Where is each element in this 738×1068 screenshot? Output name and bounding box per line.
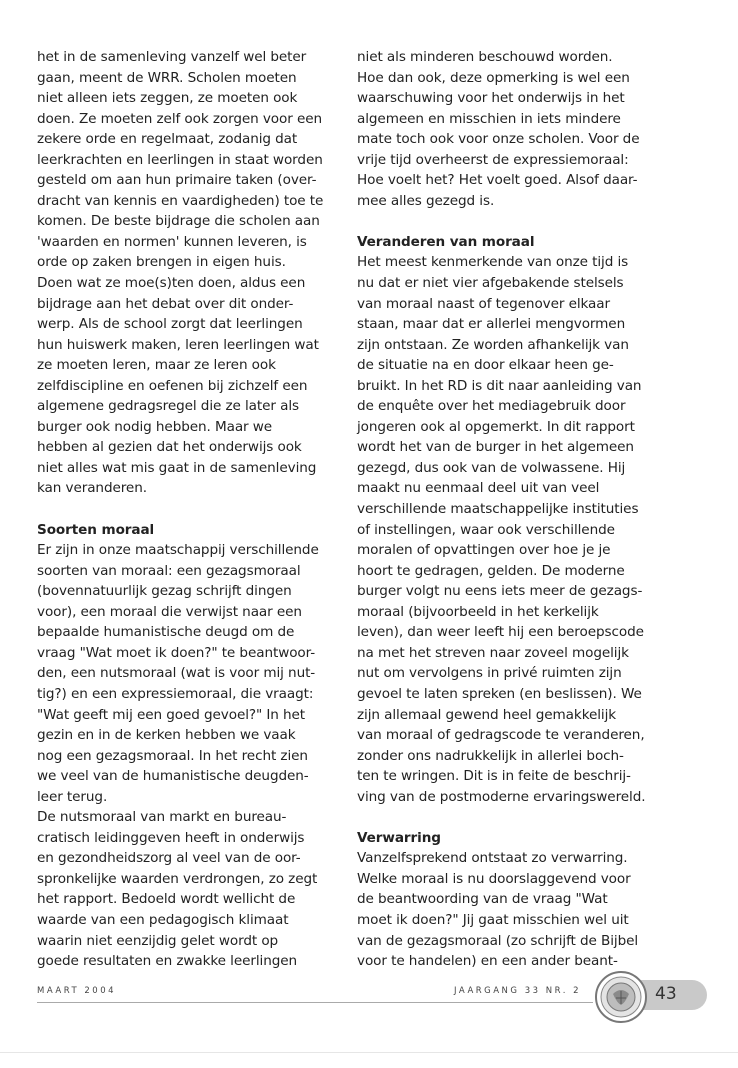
text-line: maakt nu eenmaal deel uit van veel — [357, 480, 600, 497]
text-line: of instellingen, waar ook verschillende — [357, 521, 615, 538]
text-line: we veel van de humanistische deugden- — [37, 768, 309, 785]
text-line: dracht van kennis en vaardigheden) toe te — [37, 192, 324, 209]
paragraph-gap — [37, 499, 337, 520]
text-line: moralen of opvattingen over hoe je je — [357, 542, 611, 559]
text-line: 'waarden en normen' kunnen leveren, is — [37, 233, 307, 250]
text-line: van de gezagsmoraal (zo schrijft de Bijbel — [357, 932, 639, 949]
text-line: Vanzelfsprekend ontstaat zo verwarring. — [357, 850, 628, 867]
text-line: staan, maar dat er allerlei mengvormen — [357, 316, 626, 333]
text-line: het in de samenleving vanzelf wel beter — [37, 49, 307, 65]
text-line: de enquête over het mediagebruik door — [357, 398, 626, 415]
text-line: cratisch leidinggeven heeft in onderwijs — [37, 829, 305, 846]
text-line: nog een gezagsmoraal. In het recht zien — [37, 747, 308, 764]
paragraph — [37, 540, 337, 807]
text-line: gevoel te laten spreken (en beslissen). We — [357, 685, 642, 702]
text-line: de beantwoording van de vraag "Wat — [357, 891, 608, 908]
right-column — [357, 47, 657, 972]
text-line: moet ik doen?" Jij gaat misschien wel uit — [357, 911, 629, 928]
section-heading-soorten-moraal: Soorten moraal — [37, 521, 155, 538]
text-line: jongeren ook al opgemerkt. In dit rapport — [357, 418, 635, 435]
text-line: burger ook nodig hebben. Maar we — [37, 418, 273, 435]
text-line: (bovennatuurlijk gezag schrijft dingen — [37, 583, 292, 600]
text-line: nu dat er niet vier afgebakende stelsels — [357, 275, 624, 292]
text-line: zijn ontstaan. Ze worden afhankelijk van — [357, 336, 629, 353]
text-line: zonder ons nadrukkelijk in allerlei boch- — [357, 747, 624, 764]
text-line: verschillende maatschappelijke instituties — [357, 501, 639, 518]
text-line: ze moeten leren, maar ze leren ook — [37, 357, 276, 374]
page-edge-divider — [0, 1052, 738, 1053]
text-line: zekere orde en regelmaat, zodanig dat — [37, 131, 298, 148]
text-line: voor te handelen) en een ander beant- — [357, 953, 618, 970]
text-line: na met het streven naar zoveel mogelijk — [357, 644, 629, 661]
text-line: Welke moraal is nu doorslaggevend voor — [357, 870, 631, 887]
text-line: goede resultaten en zwakke leerlingen — [37, 953, 298, 970]
paragraph-gap — [357, 211, 657, 232]
text-line: nut om vervolgens in privé ruimten zijn — [357, 665, 622, 682]
text-line: hebben al gezien dat het onderwijs ook — [37, 439, 302, 456]
paragraph — [37, 807, 337, 971]
paragraph — [357, 848, 657, 971]
text-line: van moraal of gedragscode te veranderen, — [357, 727, 645, 744]
text-line: en gezondheidszorg al veel van de oor- — [37, 850, 301, 867]
text-line: werp. Als de school zorgt dat leerlingen — [37, 316, 303, 333]
text-line: "Wat geeft mij een goed gevoel?" In het — [37, 706, 306, 723]
text-line: mate toch ook voor onze scholen. Voor de — [357, 131, 640, 148]
text-line: bepaalde humanistische deugd om de — [37, 624, 295, 641]
text-line: Hoe dan ook, deze opmerking is wel een — [357, 69, 630, 86]
text-line: den, een nutsmoraal (wat is voor mij nut- — [37, 665, 316, 682]
text-line: Doen wat ze moe(s)ten doen, aldus een — [37, 275, 306, 292]
text-line: mee alles gezegd is. — [357, 192, 495, 209]
text-line: hun huiswerk maken, leren leerlingen wat — [37, 336, 319, 353]
text-line: Er zijn in onze maatschappij verschillende — [37, 542, 319, 559]
page-footer — [37, 986, 593, 1003]
text-line: vraag "Wat moet ik doen?" te beantwoor- — [37, 644, 316, 661]
text-line: algemeen en misschien in iets mindere — [357, 110, 621, 127]
paragraph — [357, 252, 657, 807]
text-line: van moraal naast of tegenover elkaar — [357, 295, 611, 312]
text-line: Hoe voelt het? Het voelt goed. Alsof daar- — [357, 172, 638, 189]
text-line: ten te wringen. Dit is in feite de beschrij- — [357, 768, 631, 785]
paragraph — [37, 47, 337, 499]
text-line: komen. De beste bijdrage die scholen aan — [37, 213, 320, 230]
text-line: tig?) en een expressiemoraal, die vraagt: — [37, 685, 314, 702]
text-line: spronkelijke waarden verdrongen, zo zegt — [37, 870, 318, 887]
text-line: zelfdiscipline en oefenen bij zichzelf een — [37, 377, 308, 394]
text-line: ving van de postmoderne ervaringswereld. — [357, 788, 646, 805]
emblem-seal-icon — [594, 970, 648, 1024]
text-line: gezegd, dus ook van de volwassene. Hij — [357, 459, 626, 476]
text-line: wordt het van de burger in het algemeen — [357, 439, 634, 456]
text-line: gesteld om aan hun primaire taken (over- — [37, 172, 317, 189]
text-line: niet alleen iets zeggen, ze moeten ook — [37, 90, 298, 107]
section-heading-verwarring: Verwarring — [357, 829, 441, 846]
text-line: waarschuwing voor het onderwijs in het — [357, 90, 625, 107]
section-heading-veranderen-van-moraal: Veranderen van moraal — [357, 233, 535, 250]
text-line: vrije tijd overheerst de expressiemoraal: — [357, 151, 629, 168]
issue-date: MAART 2004 — [37, 986, 117, 996]
paragraph — [357, 47, 657, 211]
text-line: Het meest kenmerkende van onze tijd is — [357, 254, 629, 271]
text-line: leer terug. — [37, 788, 108, 805]
text-line: leven), dan weer leeft hij een beroepscode — [357, 624, 644, 641]
text-line: De nutsmoraal van markt en bureau- — [37, 809, 287, 826]
text-line: bruikt. In het RD is dit naar aanleiding van — [357, 377, 642, 394]
text-line: niet alles wat mis gaat in de samenleving — [37, 459, 317, 476]
volume-number: JAARGANG 33 NR. 2 — [454, 986, 581, 996]
text-line: kan veranderen. — [37, 480, 147, 497]
text-line: het rapport. Bedoeld wordt wellicht de — [37, 891, 296, 908]
text-line: gaan, meent de WRR. Scholen moeten — [37, 69, 297, 86]
text-line: de situatie na en door elkaar heen ge- — [357, 357, 614, 374]
text-line: moraal (bijvoorbeeld in het kerkelijk — [357, 603, 599, 620]
left-column — [37, 47, 337, 972]
text-line: zijn allemaal gewend heel gemakkelijk — [357, 706, 617, 723]
text-line: burger volgt nu eens iets meer de gezags- — [357, 583, 643, 600]
text-line: bijdrage aan het debat over dit onder- — [37, 295, 294, 312]
text-line: niet als minderen beschouwd worden. — [357, 49, 613, 65]
text-line: algemene gedragsregel die ze later als — [37, 398, 300, 415]
text-line: gezin en in de kerken hebben we vaak — [37, 727, 296, 744]
text-line: voor), een moraal die verwijst naar een — [37, 603, 302, 620]
text-line: waarde van een pedagogisch klimaat — [37, 911, 289, 928]
text-line: hoort te gedragen, gelden. De moderne — [357, 562, 625, 579]
text-line: orde op zaken brengen in eigen huis. — [37, 254, 286, 271]
text-line: doen. Ze moeten zelf ook zorgen voor een — [37, 110, 322, 127]
text-line: leerkrachten en leerlingen in staat worden — [37, 151, 323, 168]
page-number: 43 — [655, 984, 677, 1004]
paragraph-gap — [357, 807, 657, 828]
text-line: waarin niet eenzijdig gelet wordt op — [37, 932, 279, 949]
text-line: soorten van moraal: een gezagsmoraal — [37, 562, 301, 579]
